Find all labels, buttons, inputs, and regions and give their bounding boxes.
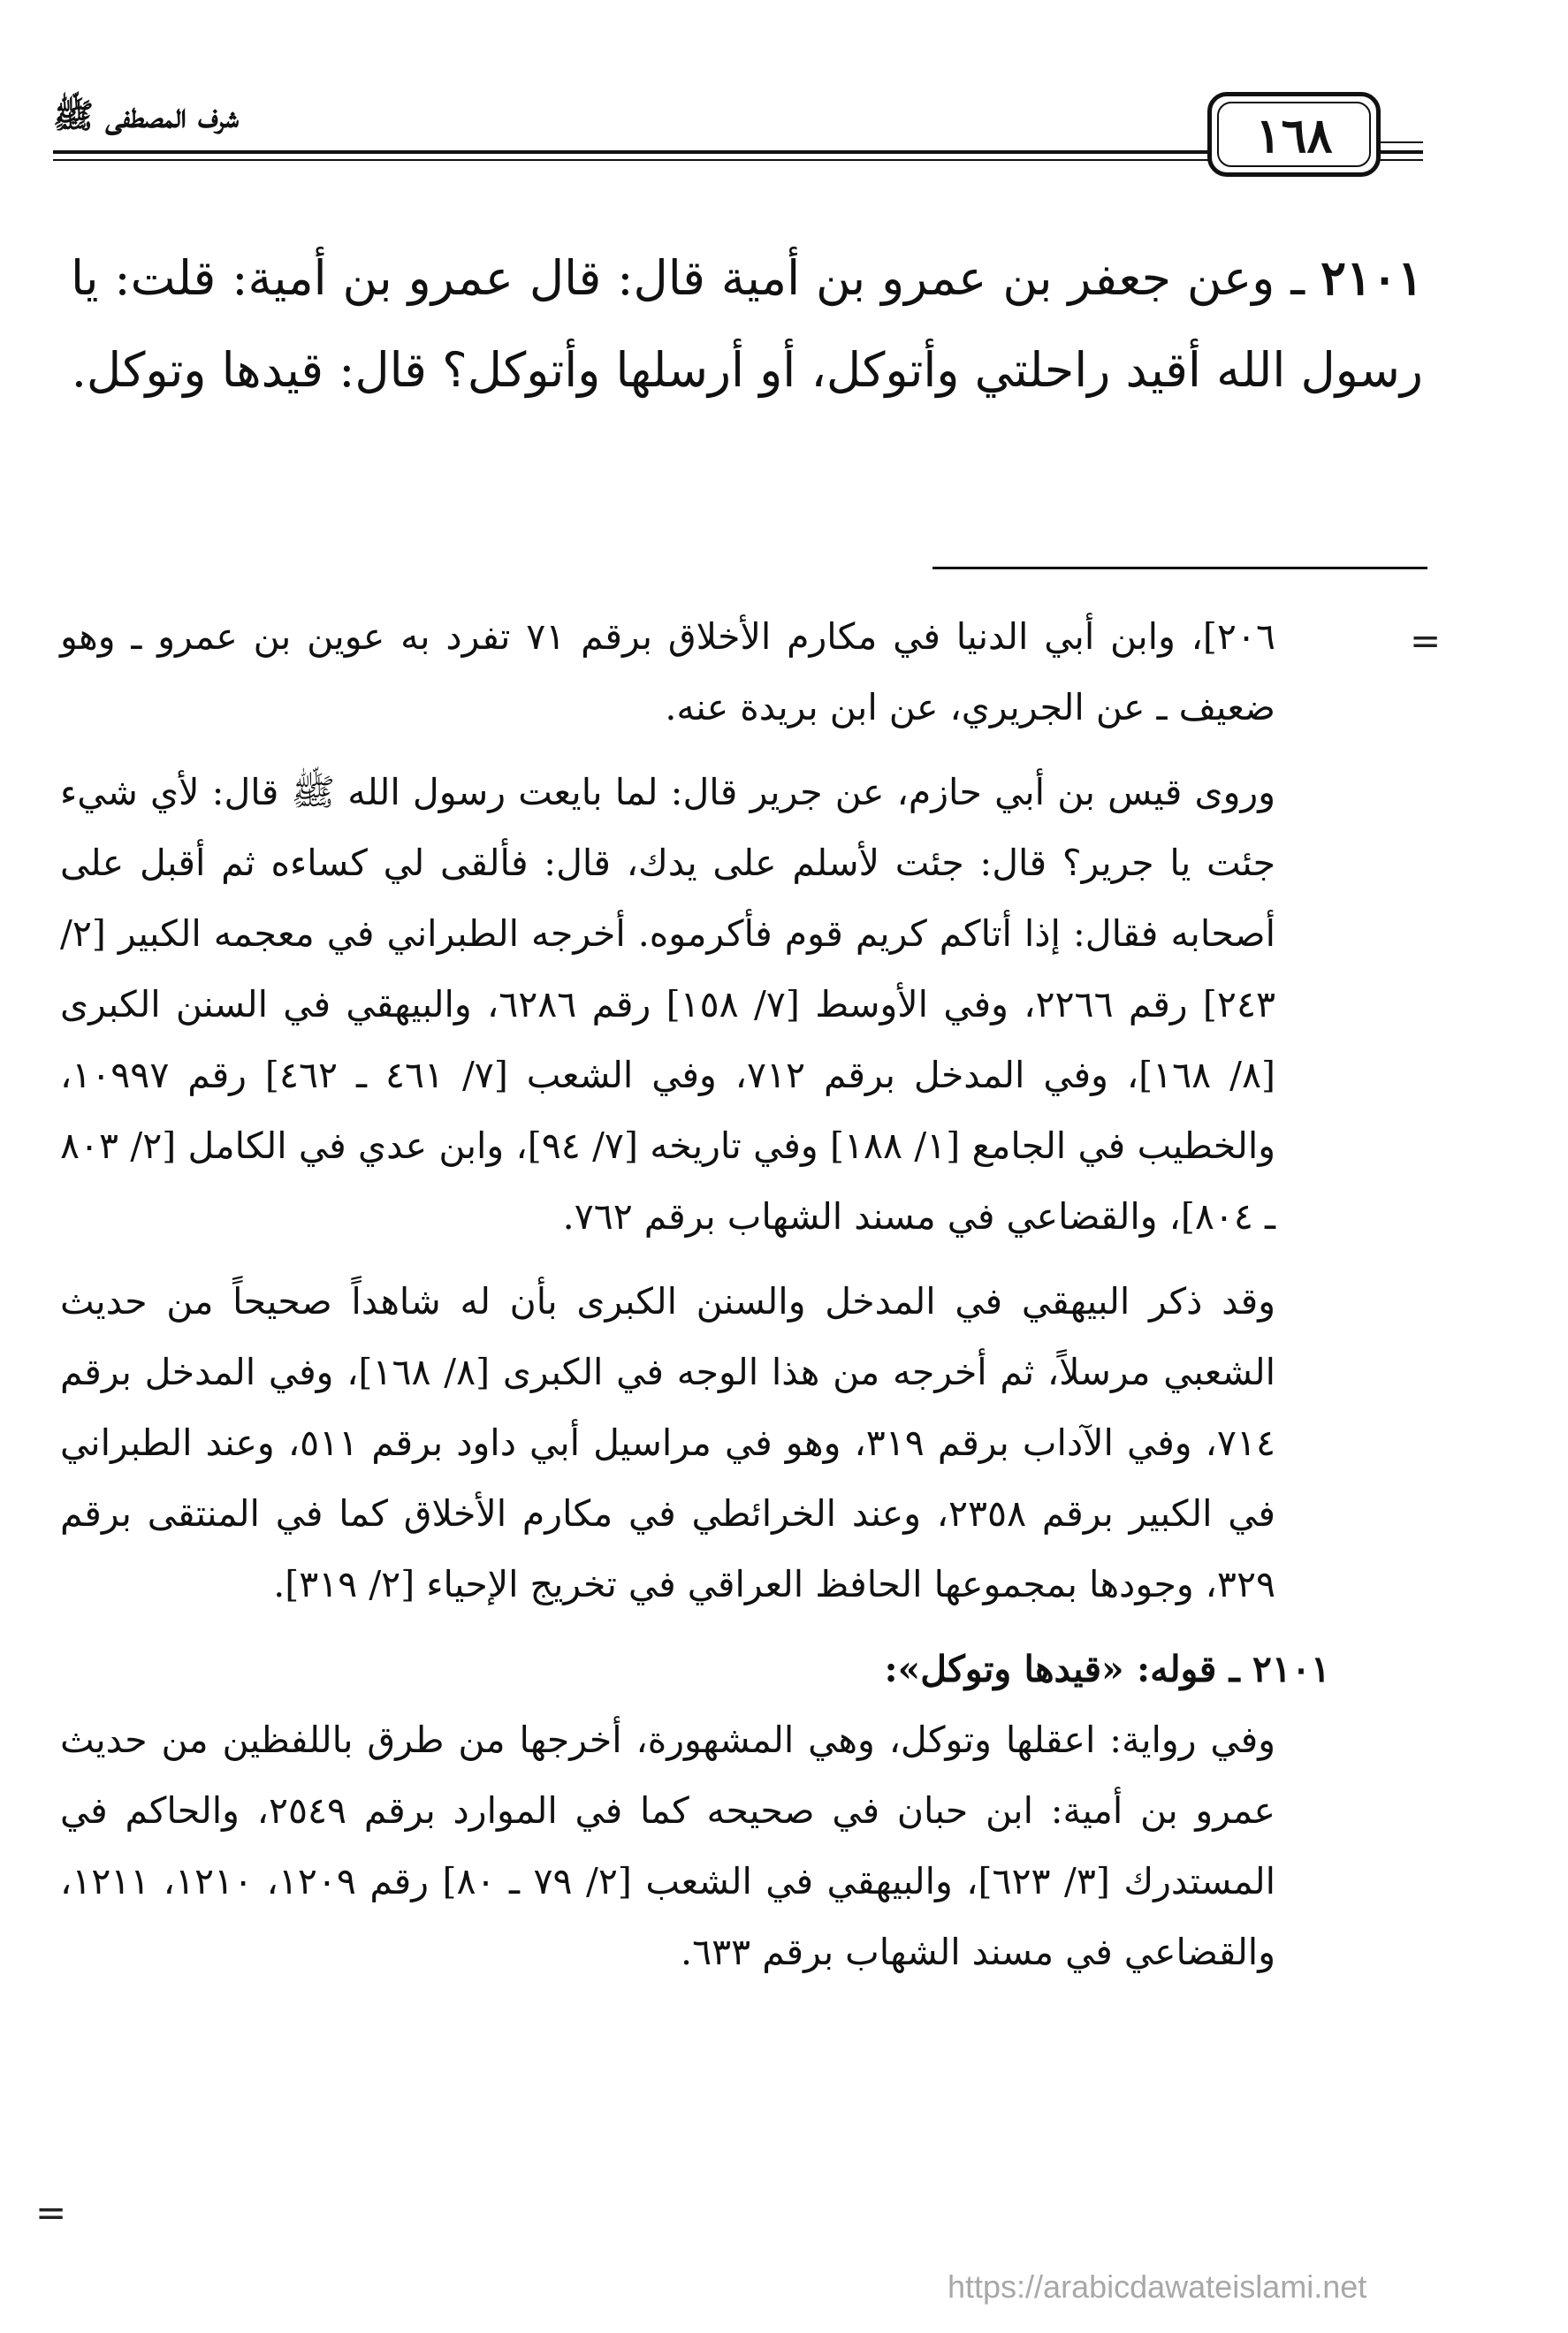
- footnote-heading: ٢١٠١ ـ قوله: «قيدها وتوكل»:: [884, 1648, 1330, 1690]
- footnote-paragraph: وقد ذكر البيهقي في المدخل والسنن الكبرى بأن له شاهداً صحيحاً من حديث الشعبي مرسلاً، ثم أخرجه من هذا الوجه في الكبرى [٨/ ١٦٨]، وفي المدخل برقم ٧١٤، وفي الآداب برقم ٣١٩، وهو في مراسيل أبي داود برقم ٥١١، وعند الطبراني في الكبير برقم ٢٣٥٨، وعند الخرائطي في مكارم الأخلاق كما في المنتقى برقم ٣٢٩، وجودها بمجموعها الحافظ العراقي في تخريج الإحياء [٢/ ٣١٩].: [60, 1280, 1276, 1605]
- hadith-paragraph: [71, 232, 1423, 416]
- footnote-paragraph: وفي رواية: اعقلها وتوكل، وهي المشهورة، أخرجها من طرق باللفظين من حديث عمرو بن أمية: ابن حبان في صحيحه كما في الموارد برقم ٢٥٤٩، والحاكم في المستدرك [٣/ ٦٢٣]، والبيهقي في الشعب [٢/ ٧٩ ـ ٨٠] رقم ١٢٠٩، ١٢١٠، ١٢١١، والقضاعي في مسند الشهاب برقم ٦٣٣.: [60, 1719, 1275, 1973]
- page-number-frame: [1207, 92, 1381, 177]
- footnotes-block: [60, 601, 1330, 1998]
- footnote-end-mark: =: [35, 2191, 67, 2234]
- footnote-paragraph: وروى قيس بن أبي حازم، عن جرير قال: لما بايعت رسول الله ﷺ قال: لأي شيء جئت يا جرير؟ قال: جئت لأسلم على يدك، قال: فألقى لي كساءه ثم أقبل على أصحابه فقال: إذا أتاكم كريم قوم فأكرموه. أخرجه الطبراني في معجمه الكبير [٢/ ٢٤٣] رقم ٢٢٦٦، وفي الأوسط [٧/ ١٥٨] رقم ٦٢٨٦، والبيهقي في السنن الكبرى [٨/ ١٦٨]، وفي المدخل برقم ٧١٢، وفي الشعب [٧/ ٤٦١ ـ ٤٦٢] رقم ١٠٩٩٧، والخطيب في الجامع [١/ ١٨٨] وفي تاريخه [٧/ ٩٤]، وابن عدي في الكامل [٢/ ٨٠٣ ـ ٨٠٤]، والقضاعي في مسند الشهاب برقم ٧٦٢.: [60, 771, 1276, 1238]
- header-rule: [1379, 141, 1423, 143]
- footnote-paragraph: ٢٠٦]، وابن أبي الدنيا في مكارم الأخلاق برقم ٧١ تفرد به عوين بن عمرو ـ وهو ضعيف ـ عن الجريري، عن ابن بريدة عنه.: [60, 615, 1275, 728]
- header-rule: [1379, 159, 1423, 161]
- source-watermark: https://arabicdawateislami.net: [948, 2268, 1367, 2305]
- page-number: ١٦٨: [1255, 107, 1333, 164]
- footnote-separator: [932, 567, 1427, 569]
- running-head-title: شرف المصطفى ﷺ: [53, 95, 239, 135]
- hadith-number: ٢١٠١: [1320, 249, 1423, 306]
- hadith-text: ـ وعن جعفر بن عمرو بن أمية قال: قال عمرو بن أمية: قلت: يا رسول الله أقيد راحلتي وأتوكل، أو أرسلها وأتوكل؟ قال: قيدها وتوكل.: [71, 250, 1423, 398]
- header-rule: [53, 150, 1211, 154]
- header-rule: [53, 159, 1211, 161]
- footnote-continuation-mark: =: [1410, 619, 1442, 662]
- header-rule: [1379, 150, 1423, 154]
